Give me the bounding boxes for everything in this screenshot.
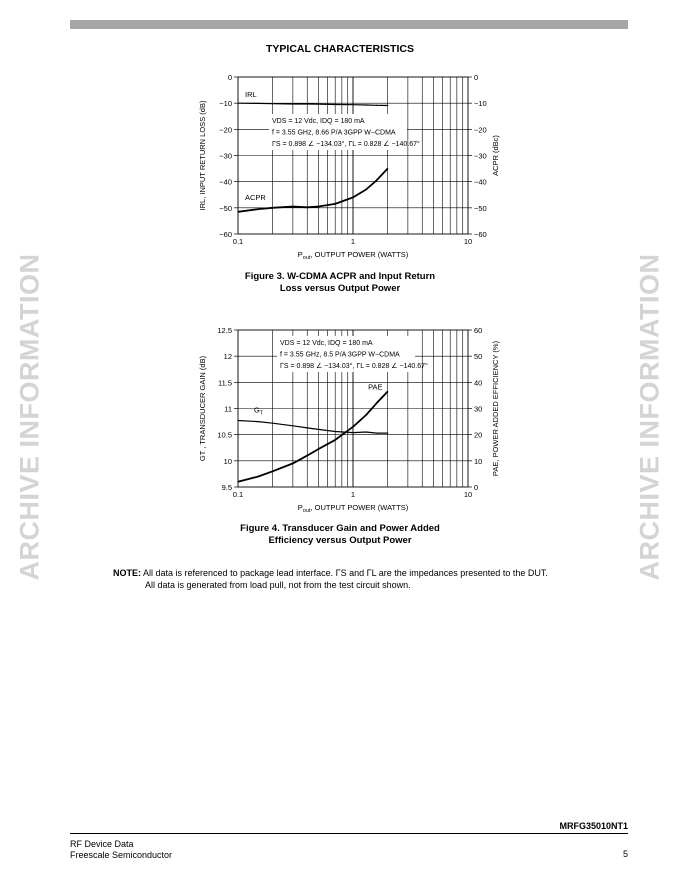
series-label-pae: PAE: [368, 382, 383, 392]
x-tick-label: 0.1: [232, 237, 244, 246]
footer-rule: [70, 833, 628, 834]
y-left-axis-label: GT , TRANSDUCER GAIN (dB): [198, 355, 207, 462]
y-right-tick-label: −30: [474, 151, 487, 161]
data-point-acpr: [307, 207, 308, 208]
footer-line-1: RF Device Data: [70, 839, 134, 849]
y-left-tick-label: −20: [219, 125, 232, 135]
series-label-gt: $G_T$: [254, 405, 264, 417]
conditions-line: VDS = 12 Vdc, IDQ = 180 mA: [280, 340, 373, 347]
y-left-tick-label: −10: [219, 99, 232, 109]
data-point-acpr: [237, 211, 238, 212]
note-block: [113, 567, 613, 591]
data-point-pae: [292, 463, 293, 464]
figure-4-caption-line2: Efficiency versus Output Power: [268, 535, 412, 546]
y-right-axis-label: ACPR (dBc): [491, 135, 500, 176]
y-right-tick-label: −10: [474, 99, 487, 109]
data-point-pae: [318, 448, 319, 449]
y-left-tick-label: −60: [219, 230, 232, 239]
archive-watermark-left: ARCHIVE INFORMATION: [14, 253, 45, 581]
note-label: NOTE:: [113, 568, 141, 578]
y-left-tick-label: 0: [227, 73, 232, 82]
footer-publication: [70, 839, 172, 861]
y-left-tick-label: 11: [224, 404, 232, 414]
figure-4-chart: [190, 318, 510, 518]
data-point-acpr: [318, 206, 319, 207]
conditions-line: f = 3.55 GHz, 8.5 P/A 3GPP W−CDMA: [280, 351, 400, 359]
y-right-tick-label: 20: [474, 430, 483, 440]
data-point-irl: [272, 103, 273, 104]
x-tick-label: 10: [463, 490, 473, 499]
data-point-pae: [376, 403, 377, 404]
data-point-gt: [366, 431, 367, 432]
data-point-acpr: [335, 203, 336, 204]
y-left-axis-label: IRL, INPUT RETURN LOSS (dB): [198, 100, 207, 211]
data-point-irl: [318, 104, 319, 105]
data-point-gt: [335, 431, 336, 432]
series-line-irl: [238, 103, 388, 105]
data-point-acpr: [258, 209, 259, 210]
header-bar: [70, 20, 628, 29]
conditions-line: VDS = 12 Vdc, IDQ = 180 mA: [272, 118, 365, 125]
y-left-tick-label: 10: [223, 456, 232, 466]
x-axis-label: $P_{out}$, OUTPUT POWER (WATTS): [297, 503, 409, 514]
figure-3-caption-line2: Loss versus Output Power: [279, 283, 401, 294]
data-point-irl: [237, 103, 238, 104]
data-point-irl: [258, 103, 259, 104]
data-point-acpr: [352, 197, 353, 198]
data-point-gt: [376, 432, 377, 433]
data-point-gt: [272, 423, 273, 424]
y-right-tick-label: 0: [474, 73, 479, 82]
data-point-pae: [272, 471, 273, 472]
y-left-tick-label: 9.5: [221, 483, 232, 492]
y-right-tick-label: 0: [474, 483, 479, 492]
data-point-gt: [237, 420, 238, 421]
data-point-pae: [352, 426, 353, 427]
x-tick-label: 10: [463, 237, 473, 246]
conditions-line: ΓS = 0.898 ∠ −134.03°, ΓL = 0.828 ∠ −140.67°: [280, 363, 428, 370]
data-point-acpr: [376, 180, 377, 181]
figure-4-caption: [0, 523, 680, 547]
y-left-tick-label: 10.5: [217, 430, 232, 440]
x-tick-label: 0.1: [232, 490, 244, 499]
conditions-line: f = 3.55 GHz, 8.66 P/A 3GPP W−CDMA: [272, 129, 396, 137]
data-point-irl: [335, 104, 336, 105]
data-point-gt: [387, 432, 388, 433]
series-line-pae: [238, 392, 388, 482]
figure-3-caption-line1: Figure 3. W-CDMA ACPR and Input Return: [244, 271, 436, 282]
footer-line-2: Freescale Semiconductor: [70, 850, 173, 860]
y-right-tick-label: 40: [474, 378, 483, 388]
data-point-gt: [292, 425, 293, 426]
data-point-gt: [352, 432, 353, 433]
data-point-irl: [387, 105, 388, 106]
conditions-line: ΓS = 0.898 ∠ −134.03°, ΓL = 0.828 ∠ −140.67°: [272, 141, 420, 148]
y-left-tick-label: −30: [219, 151, 232, 161]
series-label-acpr: ACPR: [245, 192, 266, 202]
data-point-pae: [335, 439, 336, 440]
y-left-tick-label: −50: [219, 203, 232, 213]
data-point-pae: [387, 391, 388, 392]
x-tick-label: 1: [350, 237, 356, 246]
data-point-gt: [307, 427, 308, 428]
data-point-irl: [366, 104, 367, 105]
data-point-gt: [258, 421, 259, 422]
y-right-tick-label: 10: [474, 456, 483, 466]
y-right-tick-label: −20: [474, 125, 487, 135]
data-point-pae: [366, 414, 367, 415]
series-label-irl: IRL: [245, 90, 257, 100]
figure-3-caption: [0, 271, 680, 295]
figure-4-caption-line1: Figure 4. Transducer Gain and Power Added: [240, 523, 440, 534]
y-right-tick-label: −60: [474, 230, 487, 239]
y-right-tick-label: −40: [474, 177, 487, 187]
data-point-acpr: [292, 206, 293, 207]
data-point-acpr: [366, 189, 367, 190]
figure-3-chart: [190, 65, 510, 265]
y-left-tick-label: 12: [223, 352, 232, 362]
archive-watermark-right: ARCHIVE INFORMATION: [634, 253, 665, 581]
y-right-tick-label: 50: [474, 352, 483, 362]
data-point-pae: [258, 476, 259, 477]
y-right-axis-label: PAE, POWER ADDED EFFICIENCY (%): [491, 340, 500, 477]
y-left-tick-label: −40: [219, 177, 232, 187]
y-right-tick-label: 30: [474, 404, 483, 414]
series-line-gt: [238, 421, 388, 434]
page-number: 5: [622, 849, 628, 859]
data-point-irl: [352, 104, 353, 105]
part-number: MRFG35010NT1: [559, 821, 628, 831]
data-point-pae: [307, 455, 308, 456]
section-title: TYPICAL CHARACTERISTICS: [266, 43, 414, 55]
note-line-2: All data is generated from load pull, not from the test circuit shown.: [145, 580, 411, 590]
data-point-pae: [237, 481, 238, 482]
note-line-1: All data is referenced to package lead interface. ΓS and ΓL are the impedances presented to the DUT.: [143, 568, 548, 578]
data-point-gt: [318, 429, 319, 430]
x-tick-label: 1: [350, 490, 356, 499]
x-axis-label: $P_{out}$, OUTPUT POWER (WATTS): [297, 250, 409, 261]
y-left-tick-label: 12.5: [217, 326, 232, 335]
data-point-acpr: [272, 207, 273, 208]
series-line-acpr: [238, 169, 388, 212]
data-point-irl: [307, 103, 308, 104]
y-left-tick-label: 11.5: [217, 378, 232, 388]
data-point-acpr: [387, 168, 388, 169]
data-point-irl: [376, 105, 377, 106]
data-point-irl: [292, 103, 293, 104]
y-right-tick-label: −50: [474, 203, 487, 213]
y-right-tick-label: 60: [474, 326, 483, 335]
